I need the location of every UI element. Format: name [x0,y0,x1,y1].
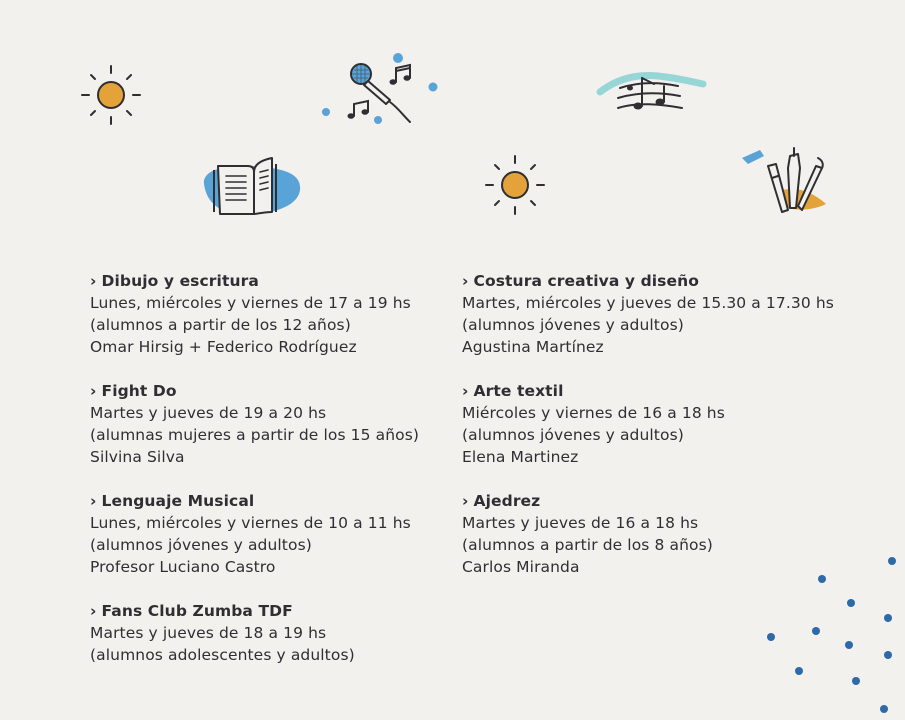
chevron-right-icon: › [90,492,97,510]
decorative-dot [880,705,888,713]
activity-teacher: Carlos Miranda [462,558,580,576]
activity-teacher: Elena Martinez [462,448,579,466]
activity-teacher: Agustina Martínez [462,338,604,356]
activity-audience: (alumnos a partir de los 12 años) [90,316,351,334]
art-tools-icon [738,146,833,216]
activities-right-column [462,270,882,600]
activity-schedule: Miércoles y viernes de 16 a 18 hs [462,404,725,422]
activity-title: Fans Club Zumba TDF [101,602,293,620]
sun-icon [484,154,546,216]
decorative-dot [884,614,892,622]
chevron-right-icon: › [462,492,469,510]
activity-schedule: Martes y jueves de 18 a 19 hs [90,624,327,642]
activity-audience: (alumnos jóvenes y adultos) [462,316,684,334]
decorative-dot [852,677,860,685]
decorative-dot [884,651,892,659]
chevron-right-icon: › [462,382,469,400]
activity-audience: (alumnos adolescentes y adultos) [90,646,355,664]
activity-item [462,270,882,380]
chevron-right-icon: › [90,602,97,620]
activities-left-column [90,270,450,710]
chevron-right-icon: › [462,272,469,290]
decorative-dot [818,575,826,583]
activity-item [90,380,450,490]
activity-audience: (alumnos jóvenes y adultos) [462,426,684,444]
chevron-right-icon: › [90,382,97,400]
activity-title: Arte textil [473,382,564,400]
cropped-heading [296,0,616,11]
activity-teacher: Silvina Silva [90,448,185,466]
activity-title: Lenguaje Musical [101,492,255,510]
activity-teacher: Profesor Luciano Castro [90,558,276,576]
decorative-dot [767,633,775,641]
microphone-music-icon [318,52,443,127]
sun-icon [80,64,142,126]
chevron-right-icon: › [90,272,97,290]
activity-schedule: Martes, miércoles y jueves de 15.30 a 17.30 hs [462,294,834,312]
decorative-dot [847,599,855,607]
decorative-dot [845,641,853,649]
activity-item [90,600,450,710]
activity-audience: (alumnos jóvenes y adultos) [90,536,312,554]
activity-audience: (alumnos a partir de los 8 años) [462,536,713,554]
activity-schedule: Lunes, miércoles y viernes de 17 a 19 hs [90,294,411,312]
activity-item [462,490,882,600]
open-book-icon [196,150,308,220]
activity-schedule: Martes y jueves de 16 a 18 hs [462,514,699,532]
decorative-dot [812,627,820,635]
activity-title: Ajedrez [473,492,541,510]
activity-title: Costura creativa y diseño [473,272,700,290]
activity-item [90,270,450,380]
activity-teacher: Omar Hirsig + Federico Rodríguez [90,338,357,356]
decorative-dot [795,667,803,675]
decorative-dot [888,557,896,565]
activity-item [462,380,882,490]
activity-item [90,490,450,600]
activity-schedule: Martes y jueves de 19 a 20 hs [90,404,327,422]
music-notes-icon [598,66,708,121]
activity-title: Dibujo y escritura [101,272,259,290]
activity-schedule: Lunes, miércoles y viernes de 10 a 11 hs [90,514,411,532]
activity-audience: (alumnas mujeres a partir de los 15 años) [90,426,420,444]
activity-title: Fight Do [101,382,177,400]
